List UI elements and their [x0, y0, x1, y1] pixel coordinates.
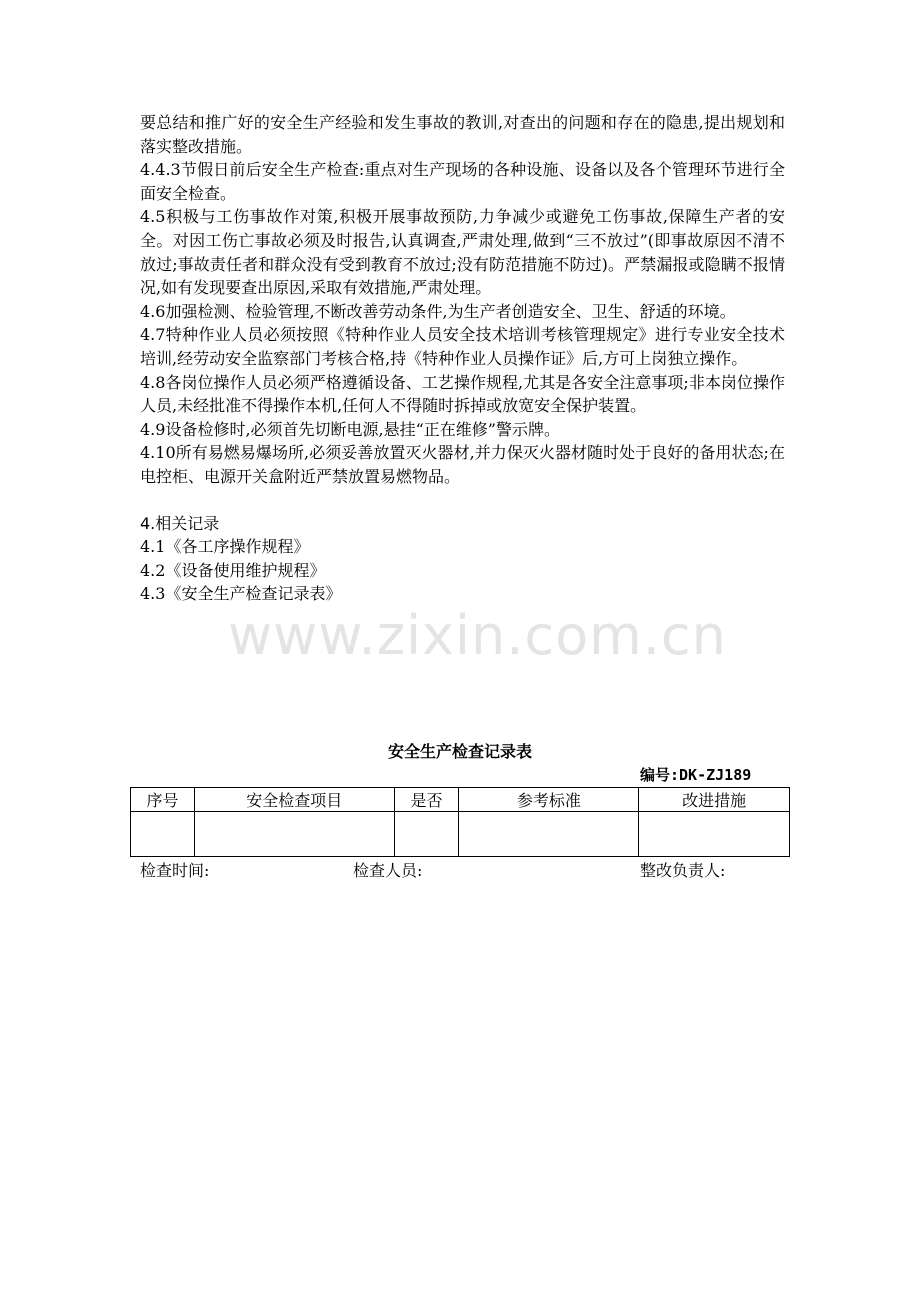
form-title: 安全生产检查记录表 [387, 742, 532, 761]
section-spacer [140, 489, 785, 512]
paragraph-4-7: 4.7特种作业人员必须按照《特种作业人员安全技术培训考核管理规定》进行专业安全技术培训,经劳动安全监察部门考核合格,持《特种作业人员操作证》后,方可上岗独立操作。 [140, 325, 785, 368]
paragraph-4-5: 4.5积极与工伤事故作对策,积极开展事故预防,力争减少或避免工伤事故,保障生产者的安全。对因工伤亡事故必须及时报告,认真调查,严肃处理,做到“三不放过”(即事故原因不清不放过;事故责任者和群众没有受到教育不放过;没有防范措施不防过)。严禁漏报或隐瞒不报情况,如有发现要查出原因,采取有效措施,严肃处理。 [140, 207, 785, 298]
inspection-record-table [130, 787, 790, 857]
rectification-owner-label: 整改负责人: [640, 861, 726, 880]
column-header-yes-no: 是否 [394, 788, 459, 812]
paragraph-summary: 要总结和推广好的安全生产经验和发生事故的教训,对查出的问题和存在的隐患,提出规划和落实整改措施。 [140, 113, 785, 156]
column-header-check-item: 安全检查项目 [194, 788, 394, 812]
check-time-label: 检查时间: [140, 861, 210, 880]
table-cell [394, 812, 459, 857]
column-header-improvement: 改进措施 [639, 788, 790, 812]
record-item-3: 4.3《安全生产检查记录表》 [140, 584, 342, 604]
record-item-2: 4.2《设备使用维护规程》 [140, 560, 326, 580]
table-cell [459, 812, 639, 857]
table-cell [639, 812, 790, 857]
record-item-1: 4.1《各工序操作规程》 [140, 537, 310, 557]
body-text [140, 111, 785, 606]
table-row [131, 812, 790, 857]
paragraph-4-4-3: 4.4.3节假日前后安全生产检查:重点对生产现场的各种设施、设备以及各个管理环节进行全面安全检查。 [140, 160, 785, 203]
inspector-label: 检查人员: [353, 861, 423, 880]
column-header-reference-standard: 参考标准 [459, 788, 639, 812]
paragraph-4-6: 4.6加强检测、检验管理,不断改善劳动条件,为生产者创造安全、卫生、舒适的环境。 [140, 301, 736, 321]
column-header-index: 序号 [131, 788, 195, 812]
paragraph-4-8: 4.8各岗位操作人员必须严格遵循设备、工艺操作规程,尤其是各安全注意事项;非本岗位操作人员,未经批准不得操作本机,任何人不得随时拆掉或放宽安全保护装置。 [140, 372, 785, 416]
watermark: www.zixin.com.cn [228, 604, 727, 667]
records-heading: 4.相关记录 [140, 513, 220, 533]
table-header-row [131, 788, 790, 812]
table-cell [194, 812, 394, 857]
table-cell [131, 812, 195, 857]
form-number: 编号:DK-ZJ189 [640, 766, 752, 784]
paragraph-4-10: 4.10所有易燃易爆场所,必须妥善放置灭火器材,并力保灭火器材随时处于良好的备用状态;在电控柜、电源开关盒附近严禁放置易燃物品。 [140, 443, 785, 486]
paragraph-4-9: 4.9设备检修时,必须首先切断电源,悬挂“正在维修”警示牌。 [140, 419, 560, 439]
